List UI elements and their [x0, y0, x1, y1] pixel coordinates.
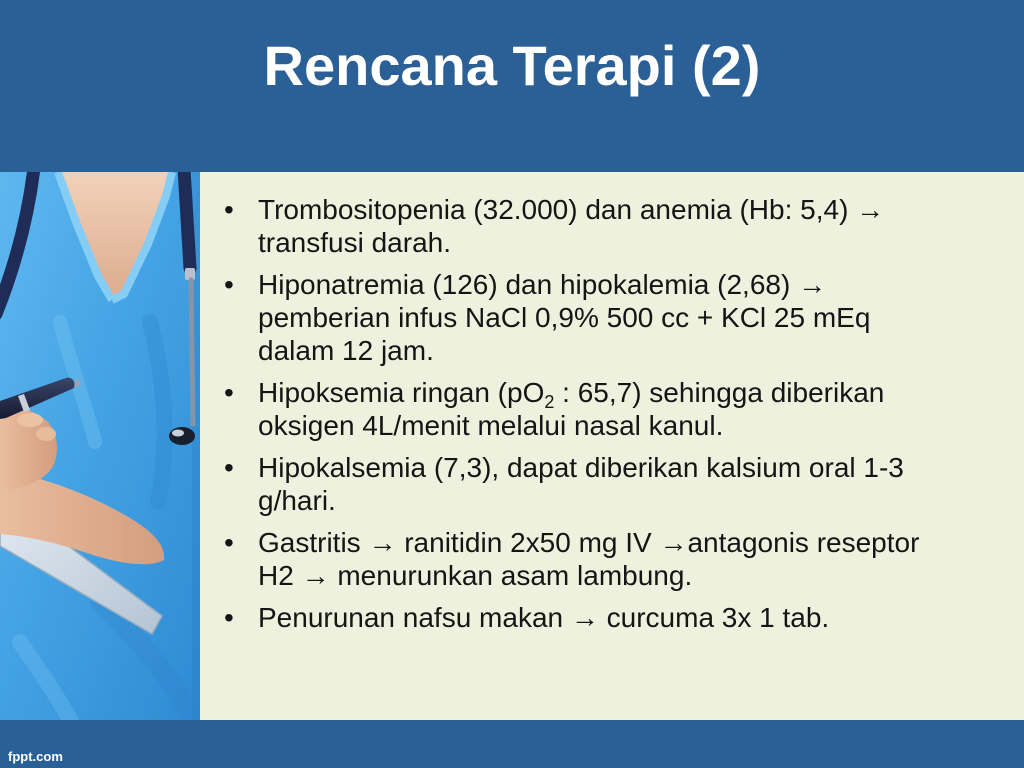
bullet-item [224, 268, 1004, 367]
bullet-list [224, 193, 1004, 643]
subscript: 2 [544, 392, 555, 412]
stethoscope-chestpiece [169, 427, 195, 445]
bullet-line: Gastritis → ranitidin 2x50 mg IV →antagonis reseptor [258, 527, 920, 558]
bullet-line: g/hari. [258, 485, 336, 516]
stethoscope-tube-right [184, 172, 190, 268]
stethoscope-tube-lower [191, 280, 193, 424]
bullet-item [224, 601, 1004, 634]
footer-band [0, 720, 1024, 768]
footer-brand: fppt.com [8, 749, 63, 764]
stethoscope-highlight [172, 430, 184, 437]
bullet-line: Penurunan nafsu makan → curcuma 3x 1 tab. [258, 602, 830, 633]
bullet-marker: • [224, 452, 234, 483]
bullet-line: oksigen 4L/menit melalui nasal kanul. [258, 410, 724, 441]
bullet-marker: • [224, 527, 234, 558]
content-panel [200, 172, 1024, 720]
bullet-line: Hiponatremia (126) dan hipokalemia (2,68) → [258, 269, 827, 300]
bullet-line: dalam 12 jam. [258, 335, 434, 366]
bullet-line-text: : 65,7) sehingga diberikan [554, 377, 885, 408]
finger [17, 413, 43, 427]
nurse-illustration [0, 172, 200, 720]
bullet-line: H2 → menurunkan asam lambung. [258, 560, 693, 591]
bullet-line-text: Hipoksemia ringan (pO [258, 377, 545, 408]
header-band [0, 0, 1024, 172]
bullet-line: Trombositopenia (32.000) dan anemia (Hb: 5,4) → [258, 194, 885, 225]
bullet-line: Hipokalsemia (7,3), dapat diberikan kalsium oral 1-3 [258, 452, 904, 483]
bullet-marker: • [224, 269, 234, 300]
slide-title: Rencana Terapi (2) [263, 34, 761, 97]
bullet-marker: • [224, 602, 234, 633]
bullet-marker: • [224, 377, 234, 408]
bullet-line: pemberian infus NaCl 0,9% 500 cc + KCl 25 mEq [258, 302, 871, 333]
finger [36, 427, 56, 441]
bullet-item [224, 376, 1004, 442]
bullet-line [258, 376, 1004, 412]
bullet-item [224, 193, 1004, 259]
nurse-photo [0, 172, 200, 720]
bullet-item [224, 526, 1004, 592]
bullet-marker: • [224, 194, 234, 225]
bullet-line: transfusi darah. [258, 227, 451, 258]
bullet-item [224, 451, 1004, 517]
